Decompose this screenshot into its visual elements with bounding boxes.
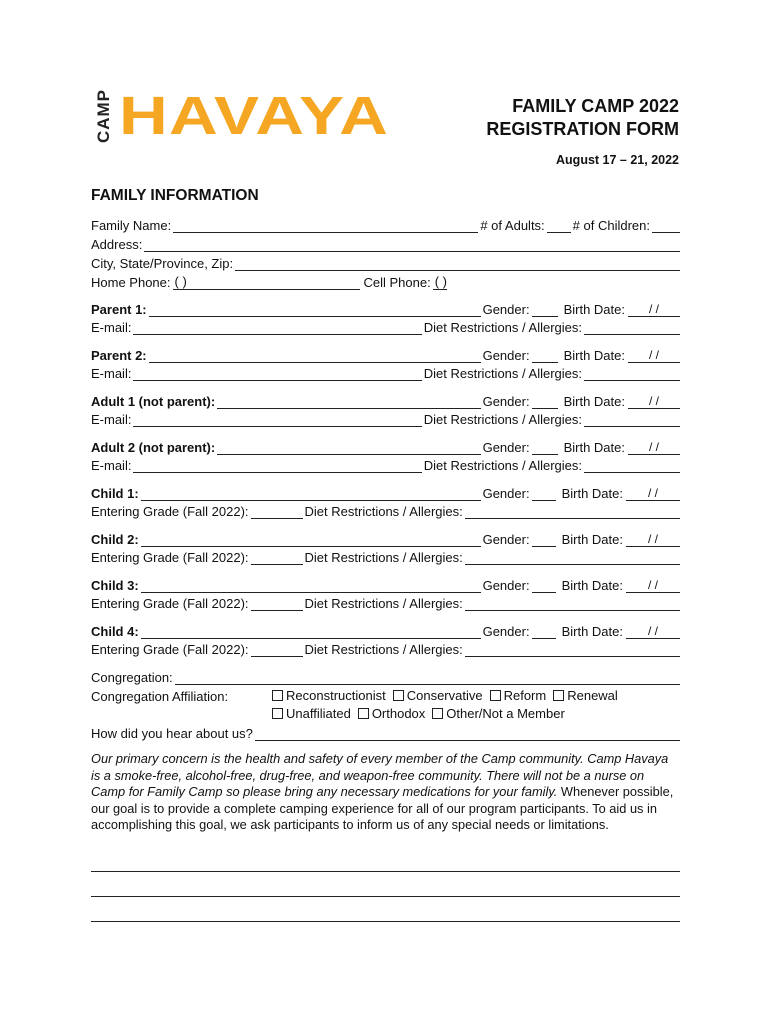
child-3-label: Child 3: <box>91 578 139 593</box>
adult-1-name-field[interactable] <box>149 302 481 317</box>
child-4-label: Child 4: <box>91 624 139 639</box>
checkbox-icon[interactable] <box>272 690 283 701</box>
birth-date-label: Birth Date: <box>563 394 625 409</box>
diet-label: Diet Restrictions / Allergies: <box>304 550 463 565</box>
birth-date-label: Birth Date: <box>563 302 625 317</box>
checkbox-icon[interactable] <box>393 690 404 701</box>
grade-label: Entering Grade (Fall 2022): <box>91 504 249 519</box>
logo-havaya-text: HAVAYA <box>119 86 390 146</box>
email-field[interactable] <box>133 412 421 427</box>
hear-about-label: How did you hear about us? <box>91 726 253 741</box>
family-name-field[interactable] <box>173 218 478 233</box>
adult-2-row <box>91 345 680 363</box>
children-label: # of Children: <box>572 218 650 233</box>
child-4-grade-row <box>91 639 680 657</box>
email-label: E-mail: <box>91 412 132 427</box>
section-heading: FAMILY INFORMATION <box>91 187 259 204</box>
affiliation-option[interactable] <box>553 688 618 703</box>
grade-label: Entering Grade (Fall 2022): <box>91 550 249 565</box>
birth-date-field[interactable]: / / <box>628 440 680 455</box>
birth-date-label: Birth Date: <box>563 440 625 455</box>
child-3-name-field[interactable] <box>141 578 481 593</box>
diet-field[interactable] <box>584 320 680 335</box>
grade-field[interactable] <box>251 550 303 565</box>
child-2-label: Child 2: <box>91 532 139 547</box>
affiliation-option-label: Unaffiliated <box>286 706 351 721</box>
congregation-label: Congregation: <box>91 670 173 685</box>
gender-field[interactable] <box>532 348 558 363</box>
diet-label: Diet Restrictions / Allergies: <box>304 504 463 519</box>
child-4-name-field[interactable] <box>141 624 481 639</box>
title-line-1: FAMILY CAMP 2022 <box>512 96 679 116</box>
grade-field[interactable] <box>251 504 303 519</box>
birth-date-label: Birth Date: <box>561 624 623 639</box>
grade-field[interactable] <box>251 596 303 611</box>
email-label: E-mail: <box>91 458 132 473</box>
adult-1-email-row <box>91 317 680 335</box>
adult-1-row <box>91 299 680 317</box>
address-row <box>91 234 680 252</box>
diet-field[interactable] <box>465 550 680 565</box>
grade-field[interactable] <box>251 642 303 657</box>
gender-label: Gender: <box>482 532 530 547</box>
birth-date-field[interactable]: / / <box>626 624 680 639</box>
adult-1-label: Parent 1: <box>91 302 147 317</box>
policy-regular-text: Whenever possible, our goal is to provide a complete camping experience for all of our program participants. To aid us in accomplishing this goal, we ask participants to inform us of any special needs or limitations. <box>91 784 674 833</box>
adult-3-name-field[interactable] <box>217 394 480 409</box>
family-name-row <box>91 215 680 233</box>
city-field[interactable] <box>235 256 680 271</box>
diet-label: Diet Restrictions / Allergies: <box>423 320 582 335</box>
checkbox-icon[interactable] <box>432 708 443 719</box>
affiliation-option-label: Reconstructionist <box>286 688 386 703</box>
gender-label: Gender: <box>482 348 530 363</box>
adult-4-row <box>91 437 680 455</box>
adult-2-email-row <box>91 363 680 381</box>
birth-date-field[interactable]: / / <box>628 302 680 317</box>
hear-about-row <box>91 723 680 741</box>
gender-field[interactable] <box>532 578 556 593</box>
child-4-row <box>91 621 680 639</box>
child-1-row <box>91 483 680 501</box>
children-count-field[interactable] <box>652 218 680 233</box>
diet-field[interactable] <box>584 458 680 473</box>
adult-4-label: Adult 2 (not parent): <box>91 440 216 455</box>
birth-date-field[interactable]: / / <box>626 578 680 593</box>
affiliation-option-label: Reform <box>503 688 547 703</box>
adults-label: # of Adults: <box>480 218 545 233</box>
affiliation-option[interactable] <box>432 706 565 721</box>
affiliation-label: Congregation Affiliation: <box>91 689 229 704</box>
child-1-name-field[interactable] <box>141 486 481 501</box>
checkbox-icon[interactable] <box>358 708 369 719</box>
diet-field[interactable] <box>465 642 680 657</box>
adult-3-label: Adult 1 (not parent): <box>91 394 216 409</box>
home-phone-label: Home Phone: <box>91 275 171 290</box>
child-3-grade-row <box>91 593 680 611</box>
city-row <box>91 253 680 271</box>
birth-date-label: Birth Date: <box>561 486 623 501</box>
notes-line-3[interactable] <box>91 921 680 922</box>
affiliation-row <box>91 686 271 704</box>
address-label: Address: <box>91 237 143 252</box>
birth-date-field[interactable]: / / <box>628 348 680 363</box>
email-label: E-mail: <box>91 366 132 381</box>
affiliation-option[interactable] <box>490 688 547 703</box>
gender-field[interactable] <box>532 624 556 639</box>
gender-label: Gender: <box>482 486 530 501</box>
camp-havaya-logo <box>91 86 390 146</box>
congregation-row <box>91 667 680 685</box>
policy-italic-text: Our primary concern is the health and safety of every member of the Camp community. Camp Havaya is a smoke-free, alcohol-free, drug-free, and weapon-free community. There will not be a nurse on Camp for Family Camp so please bring any necessary medications for your family. <box>91 751 669 800</box>
grade-label: Entering Grade (Fall 2022): <box>91 596 249 611</box>
birth-date-label: Birth Date: <box>561 532 623 547</box>
affiliation-option[interactable] <box>272 706 351 721</box>
adult-3-email-row <box>91 409 680 427</box>
diet-label: Diet Restrictions / Allergies: <box>423 412 582 427</box>
adults-count-field[interactable] <box>547 218 571 233</box>
child-3-row <box>91 575 680 593</box>
affiliation-options-row-2 <box>272 706 565 721</box>
adult-3-row <box>91 391 680 409</box>
email-field[interactable] <box>133 458 421 473</box>
birth-date-field[interactable]: / / <box>626 532 680 547</box>
gender-label: Gender: <box>482 302 530 317</box>
checkbox-icon[interactable] <box>272 708 283 719</box>
affiliation-options-row-1 <box>272 688 618 703</box>
diet-label: Diet Restrictions / Allergies: <box>304 596 463 611</box>
gender-field[interactable] <box>532 440 558 455</box>
diet-field[interactable] <box>465 504 680 519</box>
policy-paragraph <box>91 751 680 834</box>
family-name-label: Family Name: <box>91 218 172 233</box>
logo-camp-text: CAMP <box>94 88 113 144</box>
diet-field[interactable] <box>465 596 680 611</box>
notes-line-2[interactable] <box>91 896 680 897</box>
diet-field[interactable] <box>584 412 680 427</box>
email-field[interactable] <box>133 366 421 381</box>
gender-field[interactable] <box>532 532 556 547</box>
birth-date-label: Birth Date: <box>561 578 623 593</box>
birth-date-field[interactable]: / / <box>628 394 680 409</box>
affiliation-option[interactable] <box>358 706 425 721</box>
affiliation-option[interactable] <box>393 688 483 703</box>
diet-label: Diet Restrictions / Allergies: <box>304 642 463 657</box>
gender-label: Gender: <box>482 578 530 593</box>
form-title <box>486 95 679 167</box>
camp-dates: August 17 – 21, 2022 <box>556 153 679 167</box>
adult-4-email-row <box>91 455 680 473</box>
diet-label: Diet Restrictions / Allergies: <box>423 366 582 381</box>
notes-line-1[interactable] <box>91 871 680 872</box>
adult-2-name-field[interactable] <box>149 348 481 363</box>
gender-field[interactable] <box>532 394 558 409</box>
affiliation-option-label: Renewal <box>567 688 618 703</box>
birth-date-field[interactable]: / / <box>626 486 680 501</box>
email-field[interactable] <box>133 320 421 335</box>
diet-label: Diet Restrictions / Allergies: <box>423 458 582 473</box>
city-label: City, State/Province, Zip: <box>91 256 234 271</box>
birth-date-label: Birth Date: <box>563 348 625 363</box>
child-1-grade-row <box>91 501 680 519</box>
gender-label: Gender: <box>482 440 530 455</box>
child-2-grade-row <box>91 547 680 565</box>
adult-4-name-field[interactable] <box>217 440 480 455</box>
gender-field[interactable] <box>532 486 556 501</box>
gender-field[interactable] <box>532 302 558 317</box>
child-1-label: Child 1: <box>91 486 139 501</box>
checkbox-icon[interactable] <box>553 690 564 701</box>
checkbox-icon[interactable] <box>490 690 501 701</box>
grade-label: Entering Grade (Fall 2022): <box>91 642 249 657</box>
affiliation-option-label: Orthodox <box>371 706 426 721</box>
cell-phone-field[interactable]: ( ) <box>434 274 447 289</box>
affiliation-option-label: Conservative <box>406 688 483 703</box>
phone-row <box>91 272 680 290</box>
child-2-row <box>91 529 680 547</box>
affiliation-option-label: Other/Not a Member <box>446 706 565 721</box>
gender-label: Gender: <box>482 624 530 639</box>
adult-2-label: Parent 2: <box>91 348 147 363</box>
email-label: E-mail: <box>91 320 132 335</box>
title-line-2: REGISTRATION FORM <box>486 119 679 139</box>
home-phone-field[interactable]: ( ) <box>173 274 360 290</box>
affiliation-option[interactable] <box>272 688 386 703</box>
gender-label: Gender: <box>482 394 530 409</box>
diet-field[interactable] <box>584 366 680 381</box>
congregation-field[interactable] <box>175 670 680 685</box>
hear-about-field[interactable] <box>255 726 680 741</box>
cell-phone-label: Cell Phone: <box>363 275 431 290</box>
child-2-name-field[interactable] <box>141 532 481 547</box>
address-field[interactable] <box>144 237 680 252</box>
